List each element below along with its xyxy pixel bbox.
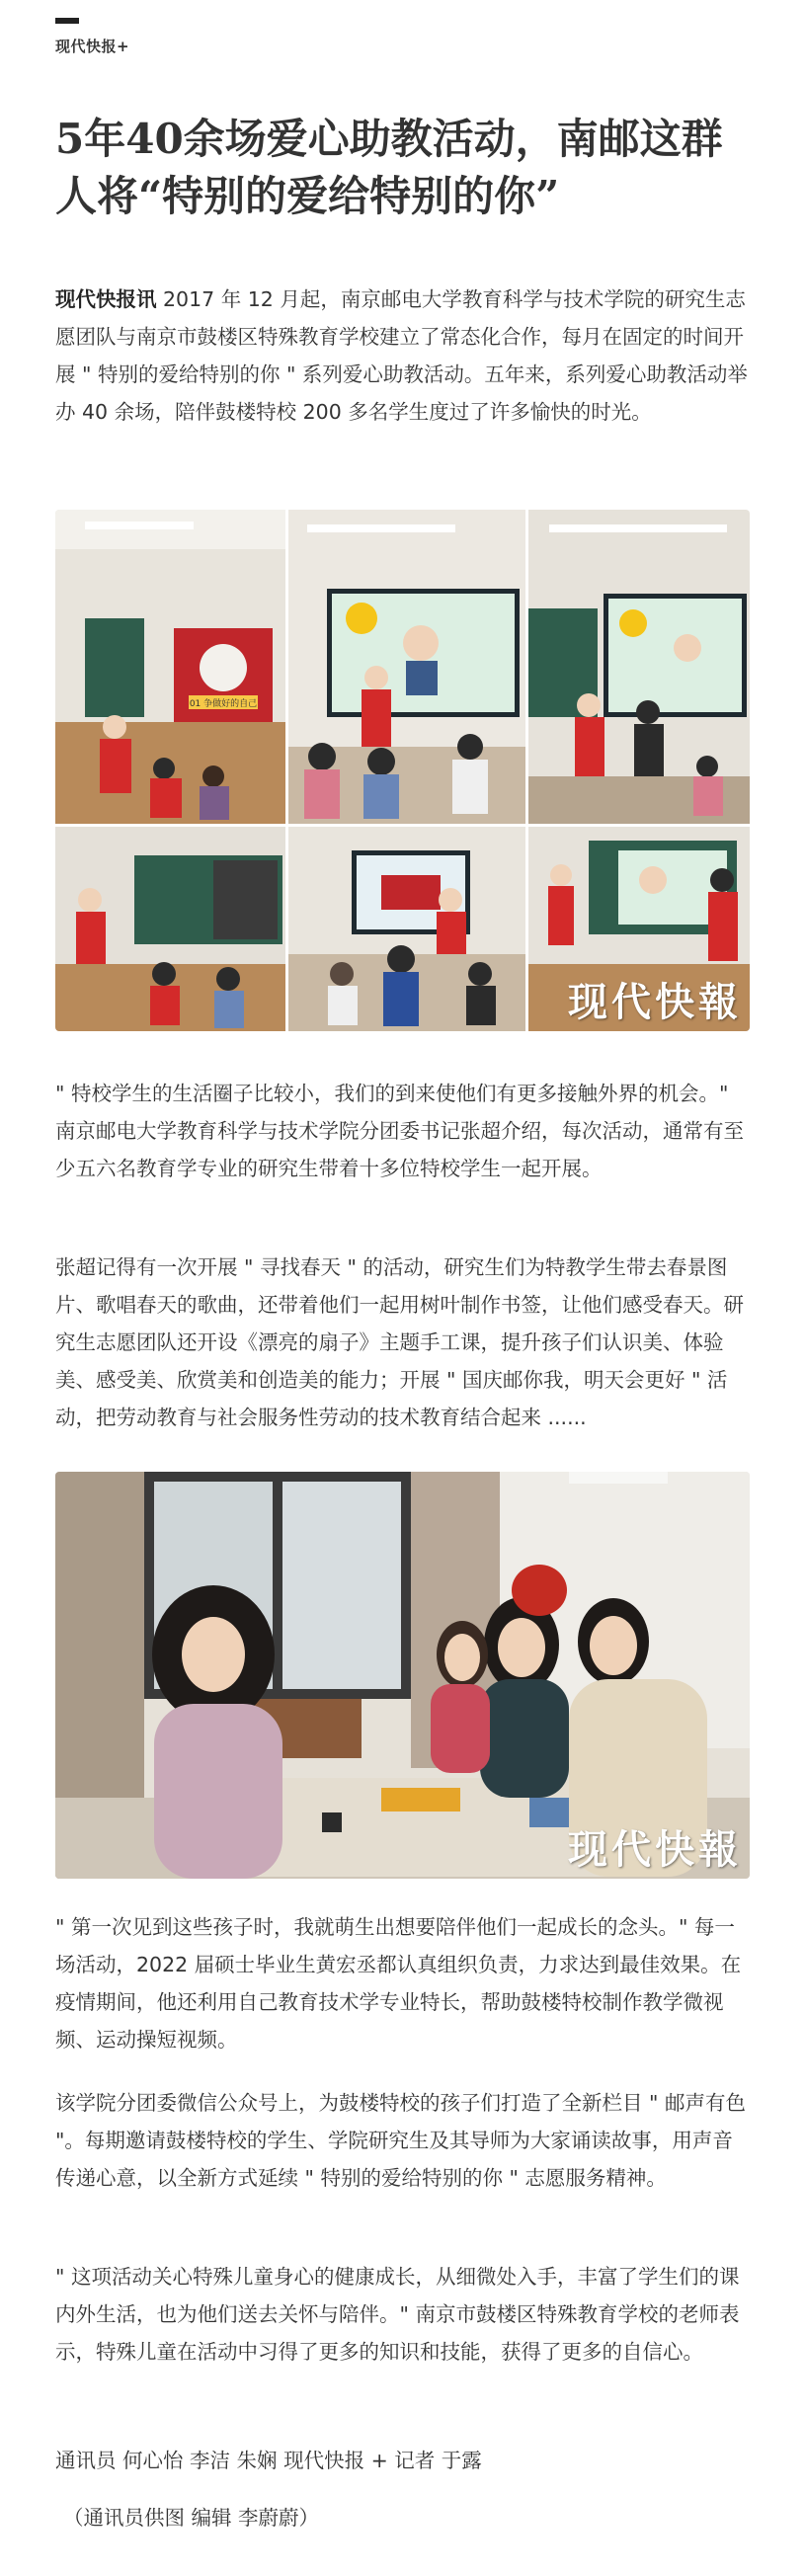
- header-accent-bar: [55, 18, 79, 24]
- source-tag[interactable]: 现代快报+: [55, 38, 130, 55]
- lead-text: 2017 年 12 月起，南京邮电大学教育科学与技术学院的研究生志愿团队与南京市鼓楼区特殊教育学校建立了常态化合作，每月在固定的时间开展 " 特别的爱给特别的你 " 系列爱心助教活动。五年来，系列爱心助教活动举办 40 余场，陪伴鼓楼特校 200 多名学生度过了许多愉快的时光。: [55, 287, 748, 424]
- collage-watermark: 现代快報: [568, 979, 742, 1025]
- paragraph-5: 该学院分团委微信公众号上，为鼓楼特校的孩子们打造了全新栏目 " 邮声有色 "。每期邀请鼓楼特校的学生、学院研究生及其导师为大家诵读故事，用声音传递心意，以全新方式延续 " 特别的爱给特别的你 " 志愿服务精神。: [55, 2091, 746, 2190]
- paragraph-2: " 特校学生的生活圈子比较小，我们的到来使他们有更多接触外界的机会。" 南京邮电大学教育科学与技术学院分团委书记张超介绍，每次活动，通常有至少五六名教育学专业的研究生带着十多位特校学生一起开展。: [55, 1082, 744, 1180]
- collage-photo-2: [288, 510, 525, 824]
- lead-source: 现代快报讯: [55, 287, 157, 311]
- slide-caption: 01 争做好的自己: [189, 699, 258, 709]
- activity-photo-collage: [55, 510, 750, 1031]
- collage-photo-3: [528, 510, 750, 824]
- paragraph-3: 张超记得有一次开展 " 寻找春天 " 的活动，研究生们为特教学生带去春景图片、歌唱春天的歌曲，还带着他们一起用树叶制作书签，让他们感受春天。研究生志愿团队还开设《漂亮的扇子》主题手工课，提升孩子们认识美、体验美、感受美、欣赏美和创造美的能力；开展 " 国庆邮你我，明天会更好 " 活动，把劳动教育与社会服务性劳动的技术教育结合起来 ......: [55, 1255, 744, 1429]
- byline: 通讯员 何心怡 李洁 朱娴 现代快报 + 记者 于露: [55, 2449, 482, 2472]
- photo-credit: （通讯员供图 编辑 李蔚蔚）: [63, 2506, 320, 2530]
- lead-paragraph: [55, 281, 750, 431]
- article-title: 5年40余场爱心助教活动，南邮这群人将“特别的爱给特别的你”: [55, 115, 723, 220]
- paragraph-6: " 这项活动关心特殊儿童身心的健康成长，从细微处入手，丰富了学生们的课内外生活，也为他们送去关怀与陪伴。" 南京市鼓楼区特殊教育学校的老师表示，特殊儿童在活动中习得了更多的知识和技能，获得了更多的自信心。: [55, 2265, 740, 2364]
- collage-photo-4: [55, 827, 285, 1031]
- photo-watermark: 现代快報: [568, 1826, 742, 1873]
- collage-photo-5: [288, 827, 525, 1031]
- volunteer-activity-photo: [55, 1472, 750, 1879]
- collage-photo-1: [55, 510, 285, 824]
- paragraph-4: " 第一次见到这些孩子时，我就萌生出想要陪伴他们一起成长的念头。" 每一场活动，2022 届硕士毕业生黄宏丞都认真组织负责，力求达到最佳效果。在疫情期间，他还利用自己教育技术学专业特长，帮助鼓楼特校制作教学微视频、运动操短视频。: [55, 1915, 742, 2052]
